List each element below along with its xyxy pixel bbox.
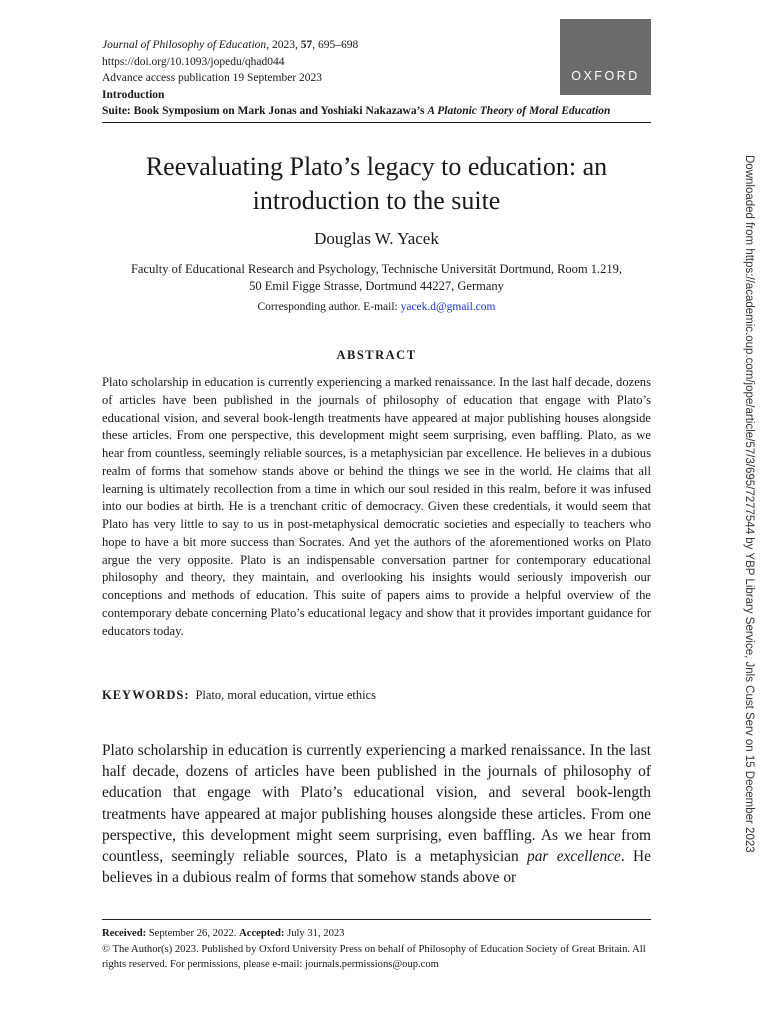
doi-link[interactable]: https://doi.org/10.1093/jopedu/qhad044: [102, 55, 285, 68]
accepted-label: Accepted:: [239, 928, 285, 939]
received-label: Received:: [102, 928, 147, 939]
suite-book-title: A Platonic Theory of Moral Education: [427, 105, 611, 117]
affiliation-line: Faculty of Educational Research and Psychology, Technische Universität Dortmund, Room 1.219,: [130, 262, 623, 276]
article-title: Reevaluating Plato’s legacy to education: an introduction to the suite: [145, 152, 608, 215]
footer: [102, 926, 651, 973]
footer-rule: [102, 919, 651, 920]
body-italic: par excellence: [527, 848, 621, 866]
suite-prefix: Suite: Book Symposium on Mark Jonas and Yoshiaki Nakazawa’s: [102, 105, 428, 117]
advance-access: Advance access publication 19 September 2023: [102, 72, 323, 84]
abstract-text: Plato scholarship in education is currently experiencing a marked renaissance. In the last half decade, dozens of articles have been published in the journals of philosophy of education that engage with Plato’s educational vision, and several book-length treatments have appeared at major publishing houses alongside these articles. From one perspective, this development might seem surprising, even baffling. Plato, as we hear from countless, seemingly reliable sources, is a metaphysician par excellence. He believes in a dubious realm of forms that somehow stands above or behind the things we see in the world. He claims that all learning is ultimately recollection from a time in which our soul resided in this realm, before it was infused into our bodies at birth. He is a trenchant critic of democracy. Given these credentials, it would seem that Plato has very little to say to us in post-metaphysical democratic societies and especially to teachers who hope to have a bit more success than Socrates. And yet the authors of the aforementioned works on Plato argue the very opposite. Plato is an indispensable conversation partner for contemporary educational philosophy and theory, they maintain, and overlooking his insights would seriously impoverish our conceptions and methods of education. This suite of papers aims to provide a helpful overview of the contemporary debate concerning Plato’s educational legacy and show that it provides important guidance for educators today.: [102, 375, 651, 638]
body-text: Plato scholarship in education is currently experiencing a marked renaissance. In the last half decade, dozens of articles have been published in the journals of philosophy of education that engage with Plato’s educational vision, and several book-length treatments have appeared at major publishing houses alongside these articles. From one perspective, this development might seem surprising, even baffling. As we hear from countless, seemingly reliable sources, Plato is a metaphysician: [102, 742, 651, 866]
author-affiliation: [102, 261, 651, 295]
dates-line: [102, 926, 651, 942]
journal-pages: , 695–698: [312, 39, 359, 51]
article-section: Introduction: [102, 88, 165, 101]
download-notice: Downloaded from https://academic.oup.com/jope/article/57/3/695/7277544 by YBP Library Service, Jnls Cust Serv on 15 December 2023: [743, 155, 755, 853]
author-name: Douglas W. Yacek: [314, 229, 439, 248]
journal-name: Journal of Philosophy of Education: [102, 39, 267, 51]
oxford-logo: OXFORD: [560, 19, 651, 95]
affiliation-line: 50 Emil Figge Strasse, Dortmund 44227, Germany: [249, 279, 504, 293]
keywords: [102, 688, 651, 703]
keywords-label: KEYWORDS:: [102, 688, 190, 702]
email-link[interactable]: yacek.d@gmail.com: [400, 301, 496, 313]
header-rule: [102, 122, 651, 123]
body-paragraph: [102, 740, 651, 888]
suite-line: [102, 103, 662, 120]
journal-year: , 2023,: [266, 39, 301, 51]
keywords-list: Plato, moral education, virtue ethics: [195, 688, 376, 702]
corresponding-label: Corresponding author. E-mail:: [257, 301, 401, 313]
accepted-date: July 31, 2023: [284, 928, 345, 939]
corresponding-author: [102, 301, 651, 313]
body-text-cont: . He believes in a dubious realm of forms that somehow stands above or: [102, 848, 651, 887]
journal-volume: 57: [300, 39, 313, 51]
copyright-notice: © The Author(s) 2023. Published by Oxford University Press on behalf of Philosophy of Education Society of Great Britain. All rights reserved. For permissions, please e-mail: journals.permissions@oup.com: [102, 943, 646, 970]
abstract-heading: ABSTRACT: [336, 348, 417, 362]
received-date: September 26, 2022.: [146, 928, 240, 939]
